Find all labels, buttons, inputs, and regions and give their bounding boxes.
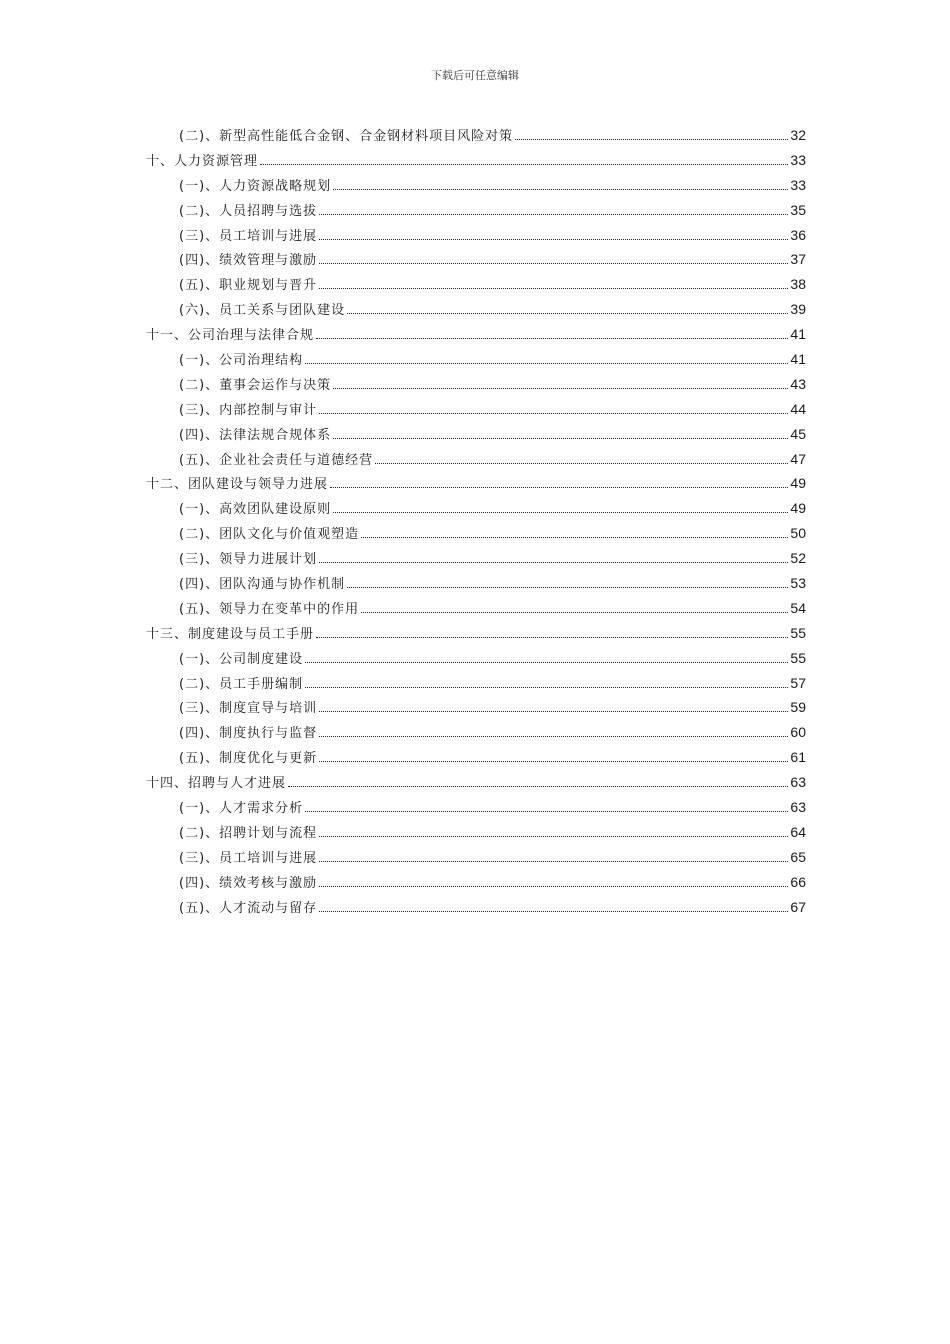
toc-dot-leader [319, 214, 788, 215]
toc-chapter-entry[interactable] [146, 473, 806, 498]
toc-page-number: 43 [790, 375, 806, 392]
toc-page-number: 65 [790, 848, 806, 865]
toc-page-number: 33 [790, 176, 806, 193]
toc-entry-title: (二)、新型高性能低合金钢、合金钢材料项目风险对策 [179, 129, 514, 144]
toc-page-number: 61 [790, 749, 806, 766]
toc-dot-leader [333, 189, 788, 190]
page-header-note: 下载后可任意编辑 [431, 69, 519, 82]
toc-entry-title: (四)、团队沟通与协作机制 [179, 577, 346, 593]
toc-dot-leader [319, 413, 788, 414]
toc-page-number: 41 [790, 351, 806, 368]
toc-entry-title: (二)、董事会运作与决策 [179, 377, 332, 393]
toc-dot-leader [319, 562, 788, 563]
toc-page-number: 57 [790, 674, 806, 691]
toc-page-number: 49 [790, 475, 806, 492]
toc-section-entry[interactable] [146, 424, 806, 449]
toc-page-number: 49 [790, 500, 806, 517]
toc-page-number: 32 [790, 127, 806, 143]
toc-page-number: 53 [790, 575, 806, 592]
toc-section-entry[interactable] [146, 175, 806, 200]
toc-page-number: 60 [790, 724, 806, 741]
toc-section-entry[interactable] [146, 673, 806, 698]
toc-entry-title: (三)、员工培训与进展 [179, 850, 318, 866]
toc-section-entry[interactable] [146, 200, 806, 225]
toc-dot-leader [515, 139, 788, 140]
toc-entry-title: (六)、员工关系与团队建设 [179, 303, 346, 319]
toc-entry-title: (二)、团队文化与价值观塑造 [179, 527, 360, 543]
toc-dot-leader [316, 637, 788, 638]
toc-entry-title: (三)、员工培训与进展 [179, 228, 318, 244]
toc-entry-title: (二)、招聘计划与流程 [179, 825, 318, 841]
toc-page-number: 63 [790, 799, 806, 816]
toc-section-entry[interactable] [146, 274, 806, 299]
toc-dot-leader [347, 313, 788, 314]
toc-section-entry[interactable] [146, 125, 806, 150]
toc-page-number: 41 [790, 326, 806, 343]
toc-entry-title: 十一、公司治理与法律合规 [146, 328, 315, 344]
toc-section-entry[interactable] [146, 498, 806, 523]
toc-entry-title: (四)、法律法规合规体系 [179, 427, 332, 443]
toc-entry-title: 十四、招聘与人才进展 [146, 776, 287, 792]
toc-entry-title: (一)、公司治理结构 [179, 353, 304, 369]
toc-section-entry[interactable] [146, 548, 806, 573]
toc-dot-leader [319, 761, 788, 762]
toc-section-entry[interactable] [146, 249, 806, 274]
toc-page-number: 39 [790, 301, 806, 318]
toc-entry-title: (四)、绩效管理与激励 [179, 253, 318, 269]
toc-entry-title: (五)、人才流动与留存 [179, 900, 318, 916]
toc-section-entry[interactable] [146, 225, 806, 250]
toc-section-entry[interactable] [146, 374, 806, 399]
toc-section-entry[interactable] [146, 797, 806, 822]
toc-entry-title: (二)、员工手册编制 [179, 676, 304, 692]
toc-page-number: 52 [790, 550, 806, 567]
toc-section-entry[interactable] [146, 399, 806, 424]
toc-section-entry[interactable] [146, 598, 806, 623]
toc-section-entry[interactable] [146, 747, 806, 772]
toc-entry-title: (三)、制度宣导与培训 [179, 701, 318, 717]
toc-dot-leader [333, 512, 788, 513]
toc-section-entry[interactable] [146, 697, 806, 722]
toc-page-number: 38 [790, 276, 806, 293]
toc-dot-leader [305, 662, 788, 663]
toc-section-entry[interactable] [146, 299, 806, 324]
toc-entry-title: (一)、人才需求分析 [179, 801, 304, 817]
toc-section-entry[interactable] [146, 449, 806, 474]
toc-page-number: 66 [790, 873, 806, 890]
toc-dot-leader [260, 164, 788, 165]
toc-entry-title: (五)、领导力在变革中的作用 [179, 601, 360, 617]
toc-dot-leader [316, 338, 788, 339]
toc-dot-leader [333, 388, 788, 389]
toc-dot-leader [319, 711, 788, 712]
toc-dot-leader [319, 911, 788, 912]
toc-page-number: 55 [790, 649, 806, 666]
toc-dot-leader [375, 463, 788, 464]
toc-chapter-entry[interactable] [146, 150, 806, 175]
toc-chapter-entry[interactable] [146, 623, 806, 648]
toc-chapter-entry[interactable] [146, 772, 806, 797]
toc-entry-title: (五)、职业规划与晋升 [179, 278, 318, 294]
toc-page-number: 63 [790, 774, 806, 791]
toc-page-number: 59 [790, 699, 806, 716]
toc-page-number: 37 [790, 251, 806, 268]
toc-section-entry[interactable] [146, 872, 806, 897]
toc-dot-leader [361, 612, 788, 613]
toc-page-number: 36 [790, 226, 806, 243]
toc-page-number: 55 [790, 624, 806, 641]
toc-entry-title: (三)、领导力进展计划 [179, 552, 318, 568]
toc-page-number: 64 [790, 823, 806, 840]
toc-dot-leader [319, 836, 788, 837]
toc-section-entry[interactable] [146, 573, 806, 598]
toc-dot-leader [305, 363, 788, 364]
toc-entry-title: (二)、人员招聘与选拔 [179, 203, 318, 219]
toc-entry-title: 十三、制度建设与员工手册 [146, 626, 315, 642]
toc-dot-leader [319, 886, 788, 887]
toc-dot-leader [319, 288, 788, 289]
toc-section-entry[interactable] [146, 822, 806, 847]
toc-page-number: 47 [790, 450, 806, 467]
toc-entry-title: (一)、人力资源战略规划 [179, 178, 332, 194]
toc-chapter-entry[interactable] [146, 324, 806, 349]
toc-section-entry[interactable] [146, 648, 806, 673]
toc-dot-leader [305, 687, 788, 688]
toc-section-entry[interactable] [146, 847, 806, 872]
toc-section-entry[interactable] [146, 897, 806, 922]
toc-page-number: 67 [790, 898, 806, 915]
toc-section-entry[interactable] [146, 722, 806, 747]
toc-entry-title: (四)、制度执行与监督 [179, 726, 318, 742]
toc-entry-title: (四)、绩效考核与激励 [179, 875, 318, 891]
toc-section-entry[interactable] [146, 523, 806, 548]
toc-section-entry[interactable] [146, 349, 806, 374]
toc-entry-title: 十、人力资源管理 [146, 153, 259, 169]
toc-dot-leader [305, 811, 788, 812]
table-of-contents [146, 125, 806, 922]
toc-page-number: 50 [790, 525, 806, 542]
toc-dot-leader [347, 587, 788, 588]
toc-page-number: 45 [790, 425, 806, 442]
toc-dot-leader [333, 438, 788, 439]
toc-dot-leader [319, 263, 788, 264]
toc-dot-leader [319, 239, 788, 240]
toc-page-number: 35 [790, 201, 806, 218]
toc-entry-title: (五)、制度优化与更新 [179, 751, 318, 767]
toc-page-number: 44 [790, 400, 806, 417]
toc-entry-title: (三)、内部控制与审计 [179, 402, 318, 418]
toc-dot-leader [288, 786, 788, 787]
toc-dot-leader [319, 736, 788, 737]
toc-dot-leader [361, 537, 788, 538]
toc-entry-title: (五)、企业社会责任与道德经营 [179, 452, 374, 468]
toc-dot-leader [319, 861, 788, 862]
toc-dot-leader [330, 487, 788, 488]
toc-entry-title: (一)、高效团队建设原则 [179, 502, 332, 518]
toc-entry-title: (一)、公司制度建设 [179, 651, 304, 667]
toc-entry-title: 十二、团队建设与领导力进展 [146, 477, 329, 493]
toc-page-number: 54 [790, 599, 806, 616]
toc-page-number: 33 [790, 151, 806, 168]
